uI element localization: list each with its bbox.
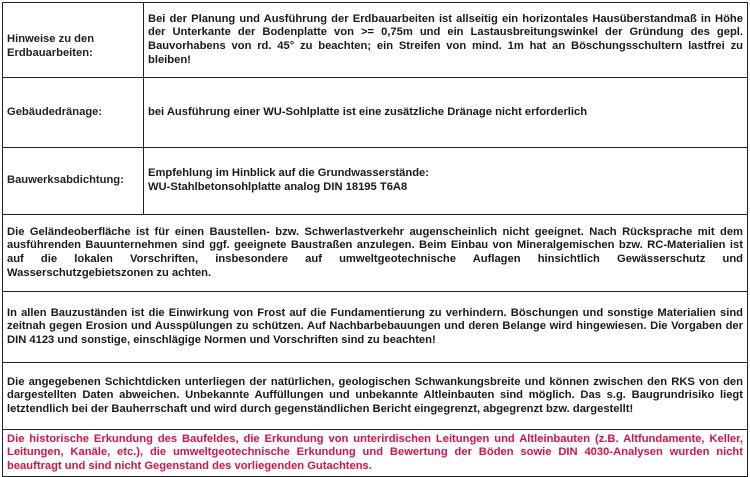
label-erdbau-line2: Erdbauarbeiten: bbox=[7, 47, 93, 59]
text-erdbauarbeiten: Bei der Planung und Ausführung der Erdbauarbeiten ist allseitig ein horizontales Hausüberstandmaß in Höhe der Unterkante der Bodenplatte von >= 0,75m und ein Lastausbreitungswinkel der Gründung des gepl. Bauvorhabens von rd. 45° zu beachten; ein Streifen von mind. 1m hat an Böschungsschultern lastfrei zu bleiben! bbox=[144, 3, 748, 78]
label-erdbauarbeiten bbox=[3, 3, 144, 78]
label-bauwerksabdichtung: Bauwerksabdichtung: bbox=[3, 148, 144, 215]
note-frost: In allen Bauzuständen ist die Einwirkung von Frost auf die Fundamentierung zu verhindern. Böschungen und sonstige Materialien sind zeitnah gegen Erosion und Ausspülungen zu schützen. Auf Nachbarbebauungen und deren Belange wird hingewiesen. Die Vorgaben der DIN 4123 und sonstige, einschlägige Normen und Vorschriften sind zu beachten! bbox=[3, 292, 748, 363]
abdichtung-line1: Empfehlung im Hinblick auf die Grundwasserstände: bbox=[148, 167, 429, 180]
note-schichtdicken: Die angegebenen Schichtdicken unterliegen der natürlichen, geologischen Schwankungsbreite und können zwischen den RKS von den dargestellten Daten abweichen. Unbekannte Auffüllungen und unbekannte Altleinbauten sind möglich. Das s.g. Baugrundrisiko liegt letztendlich bei der Bauherrschaft und wird durch gegenständlichen Bericht eingegrenzt, abgegrenzt bzw. dargestellt! bbox=[3, 363, 748, 430]
note-historische-erkundung: Die historische Erkundung des Baufeldes, die Erkundung von unterirdischen Leitungen und Altleinbauten (z.B. Altfundamente, Keller, Leitungen, Kanäle, etc.), die umweltgeotechnische Erkundung und Bewertung der Böden sowie DIN 4030-Analysen wurden nicht beauftragt und sind nicht Gegenstand des vorliegenden Gutachtens. bbox=[3, 430, 748, 477]
label-erdbau-line1: Hinweise zu den bbox=[7, 33, 95, 45]
note-gelaendeoberflaeche: Die Geländeoberfläche ist für einen Baustellen- bzw. Schwerlastverkehr augenscheinlich nicht geeignet. Nach Rücksprache mit dem ausführenden Bauunternehmen sind ggf. geeignete Baustraßen anzulegen. Beim Einbau von Mineralgemischen bzw. RC-Materialien ist auf die lokalen Vorschriften, insbesondere auf umweltgeotechnische Auflagen hinsichtlich Gewässerschutz und Wasserschutzgebietszonen zu achten. bbox=[3, 215, 748, 292]
row-erdbauarbeiten bbox=[3, 3, 748, 78]
row-frost bbox=[3, 292, 748, 363]
row-bauwerksabdichtung bbox=[3, 148, 748, 215]
abdichtung-line2: WU-Stahlbetonsohlplatte analog DIN 18195 T6A8 bbox=[148, 181, 408, 193]
notes-table bbox=[2, 2, 748, 477]
row-schichtdicken bbox=[3, 363, 748, 430]
label-gebaeudedraenage: Gebäudedränage: bbox=[3, 78, 144, 148]
row-gebaeudedraenage bbox=[3, 78, 748, 148]
text-gebaeudedraenage: bei Ausführung einer WU-Sohlplatte ist eine zusätzliche Dränage nicht erforderlich bbox=[144, 78, 748, 148]
row-gelaendeoberflaeche bbox=[3, 215, 748, 292]
row-historische-erkundung bbox=[3, 430, 748, 477]
text-bauwerksabdichtung bbox=[144, 148, 748, 215]
